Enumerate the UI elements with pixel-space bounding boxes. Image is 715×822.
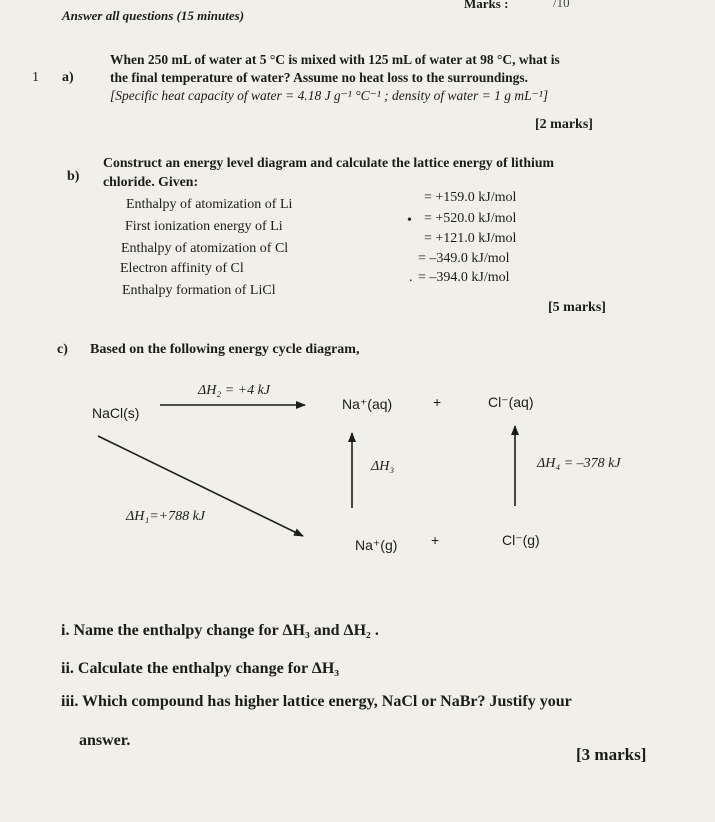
- cl-g-label: Cl⁻(g): [502, 532, 540, 548]
- given-label-5: Enthalpy formation of LiCl: [122, 283, 276, 298]
- question-iii: iii. Which compound has higher lattice energy, NaCl or NaBr? Justify your: [61, 693, 572, 710]
- q1a-line3: [Specific heat capacity of water = 4.18 J g⁻¹ °C⁻¹ ; density of water = 1 g mL⁻¹]: [110, 88, 549, 103]
- marks-value: /10: [553, 0, 570, 10]
- dh4-label: ΔH₄ = –378 kJ: [537, 456, 621, 471]
- cl-aq-label: Cl⁻(aq): [488, 394, 534, 410]
- given-value-1: = +159.0 kJ/mol: [424, 190, 517, 205]
- q1a-marks: [2 marks]: [535, 117, 593, 132]
- q1c-intro: Based on the following energy cycle diagram,: [90, 342, 360, 357]
- dh3-label: ΔH₃: [371, 459, 395, 474]
- na-aq-label: Na⁺(aq): [342, 396, 393, 412]
- part-a-label: a): [62, 70, 74, 85]
- na-g-label: Na⁺(g): [355, 537, 398, 553]
- q1b-marks: [5 marks]: [548, 300, 606, 315]
- stray-dot: •: [407, 213, 412, 228]
- given-value-4: = –349.0 kJ/mol: [418, 251, 510, 266]
- given-label-1: Enthalpy of atomization of Li: [126, 197, 293, 212]
- question-iii-cont: answer.: [79, 732, 131, 749]
- instruction-text: Answer all questions (15 minutes): [62, 8, 245, 23]
- given-value-3: = +121.0 kJ/mol: [424, 231, 517, 246]
- given-value-5: = –394.0 kJ/mol: [418, 270, 510, 285]
- given-label-3: Enthalpy of atomization of Cl: [121, 241, 289, 256]
- q1a-line2: the final temperature of water? Assume no heat loss to the surroundings.: [110, 70, 528, 85]
- given-label-2: First ionization energy of Li: [125, 219, 283, 234]
- q1b-line2: chloride. Given:: [103, 174, 199, 189]
- dh1-label: ΔH₁=+788 kJ: [126, 509, 206, 524]
- plus-bottom: +: [431, 532, 440, 548]
- part-c-label: c): [57, 342, 68, 357]
- q1c-marks: [3 marks]: [576, 745, 647, 764]
- question-i: i. Name the enthalpy change for ΔH₃ and ΔH₂ .: [61, 622, 379, 639]
- dh2-label: ΔH₂ = +4 kJ: [198, 383, 271, 398]
- marks-label: Marks :: [464, 0, 509, 11]
- given-label-4: Electron affinity of Cl: [120, 261, 244, 276]
- part-b-label: b): [67, 169, 80, 184]
- q1a-line1: When 250 mL of water at 5 °C is mixed with 125 mL of water at 98 °C, what is: [110, 52, 560, 67]
- q1b-line1: Construct an energy level diagram and calculate the lattice energy of lithium: [103, 155, 555, 170]
- nacl-solid-label: NaCl(s): [92, 405, 140, 421]
- stray-dot: .: [409, 270, 413, 285]
- question-ii: ii. Calculate the enthalpy change for ΔH₃: [61, 660, 340, 677]
- plus-top: +: [433, 394, 442, 410]
- question-number: 1: [32, 70, 39, 85]
- given-value-2: = +520.0 kJ/mol: [424, 211, 517, 226]
